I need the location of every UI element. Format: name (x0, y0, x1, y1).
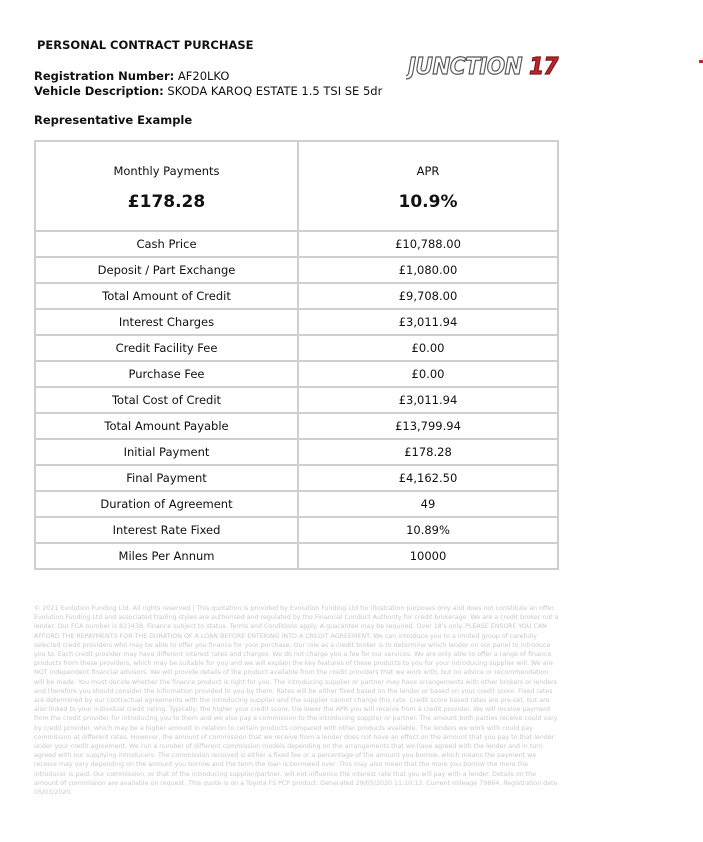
row-label: Interest Rate Fixed (35, 517, 298, 543)
row-label: Final Payment (35, 465, 298, 491)
vehicle-value: SKODA KAROQ ESTATE 1.5 TSI SE 5dr (167, 84, 383, 98)
legal-disclaimer: © 2021 Evolution Funding Ltd. All rights reserved | This quotation is provided by Evolution Funding Ltd for illustration purposes only and does not constitute an offer. Evolution Funding Ltd and associated trading styles are authorised and regulated by the Financial Conduct Authority for credit brokerage. We are a credit broker not a lender. Our FCA number is 823438. Finance subject to status. Terms and Conditions apply. A guarantee may be required. Over 18's only. PLEASE ENSURE YOU CAN AFFORD THE REPAYMENTS FOR THE DURATION OF A LOAN BEFORE ENTERING INTO A CREDIT AGREEMENT. We can introduce you to a limited group of carefully selected credit providers who may be able to offer you finance for your purchase. Our role as a credit broker is to determine which lender on our panel to introduce you to. Each credit provider may have different interest rates and charges. We do not charge you a fee for our services. We are only able to offer a range of finance products from these providers, which may be suitable for you and we will explain the key features of these products to you for your introducing supplier will. We are NOT independent financial advisors. We will provide details of the product available from the credit providers that we work with, but no advice or recommendation will be made. You must decide whether the finance product is right for you. The introducing supplier or partner may have arrangements with other brokers or lenders and therefore you should consider the information provided to you by them. Rates will be either fixed based on the lender or based on your credit score. Fixed rates are determined by our contractual agreements with the introducing supplier and the supplier cannot change this rate. Credit score based rates are pre-set, but are also linked to your individual credit rating. Typically, the higher your credit score, the lower the APR you will receive from a credit provider. We will receive payment from the credit provider for introducing you to them and we also pay a commission to the introducing supplier or partner. The amount both parties receive could vary by credit provider, which may be a higher amount in relation to certain products compared with other products available. The lenders we work with could pay commission at different rates. However, the amount of commission that we receive from a lender does not have an effect on the amount that you pay to that lender under your credit agreement. We run a number of different commission models depending on the arrangements that we have agreed with the lender and in turn agreed with our supplying introducers. The commission received is either a fixed fee or a percentage of the amount you borrow, which means the payment we receive may vary depending on the amount you borrow and the term the loan is borrowed over. This may also mean that the more you borrow the more the introducer is paid. Our commission, or that of the introducing supplier/partner, will not influence the interest rate that you will pay with a lender. Details on the amount of commission are available on request. This quote is on a Toyota FS PCP product. Generated 29/05/2020 11:10:13. Current mileage 79864. Registration date 05/03/2020. (34, 605, 559, 797)
row-value: £0.00 (298, 361, 558, 387)
table-row (35, 231, 558, 257)
row-value: £9,708.00 (298, 283, 558, 309)
row-label: Total Amount Payable (35, 413, 298, 439)
row-value: £4,162.50 (298, 465, 558, 491)
table-row (35, 413, 558, 439)
row-value: £13,799.94 (298, 413, 558, 439)
row-label: Cash Price (35, 231, 298, 257)
apr-label: APR (416, 164, 440, 178)
row-value: £10,788.00 (298, 231, 558, 257)
table-row (35, 335, 558, 361)
representative-example-table (34, 140, 559, 570)
table-row (35, 439, 558, 465)
table-row (35, 361, 558, 387)
row-label: Purchase Fee (35, 361, 298, 387)
row-label: Deposit / Part Exchange (35, 257, 298, 283)
row-label: Total Amount of Credit (35, 283, 298, 309)
row-label: Total Cost of Credit (35, 387, 298, 413)
row-value: 49 (298, 491, 558, 517)
registration-value: AF20LKO (177, 69, 230, 83)
apr-value: 10.9% (398, 192, 458, 212)
row-label: Interest Charges (35, 309, 298, 335)
vehicle-label: Vehicle Description: (34, 84, 164, 98)
row-value: £0.00 (298, 335, 558, 361)
monthly-payments-label: Monthly Payments (113, 164, 220, 178)
vehicle-line (34, 84, 382, 98)
headline-row (35, 141, 558, 231)
monthly-payments-value: £178.28 (127, 192, 206, 212)
row-value: £3,011.94 (298, 309, 558, 335)
table-row (35, 465, 558, 491)
dealer-logo (406, 50, 566, 80)
row-value: £3,011.94 (298, 387, 558, 413)
table-row (35, 283, 558, 309)
red-mark-decoration (699, 60, 703, 63)
apr-cell (298, 141, 558, 231)
row-label: Duration of Agreement (35, 491, 298, 517)
registration-label: Registration Number: (34, 69, 175, 83)
row-value: 10000 (298, 543, 558, 569)
monthly-payments-cell (35, 141, 298, 231)
table-row (35, 543, 558, 569)
table-row (35, 387, 558, 413)
registration-line (34, 69, 229, 83)
table-row (35, 309, 558, 335)
representative-heading: Representative Example (34, 113, 193, 127)
row-value: 10.89% (298, 517, 558, 543)
table-row (35, 491, 558, 517)
logo-text: JUNCTION 17 (408, 54, 561, 80)
table-row (35, 517, 558, 543)
table-row (35, 257, 558, 283)
row-value: £178.28 (298, 439, 558, 465)
row-label: Miles Per Annum (35, 543, 298, 569)
row-label: Credit Facility Fee (35, 335, 298, 361)
row-label: Initial Payment (35, 439, 298, 465)
row-value: £1,080.00 (298, 257, 558, 283)
document-title: PERSONAL CONTRACT PURCHASE (37, 38, 254, 52)
